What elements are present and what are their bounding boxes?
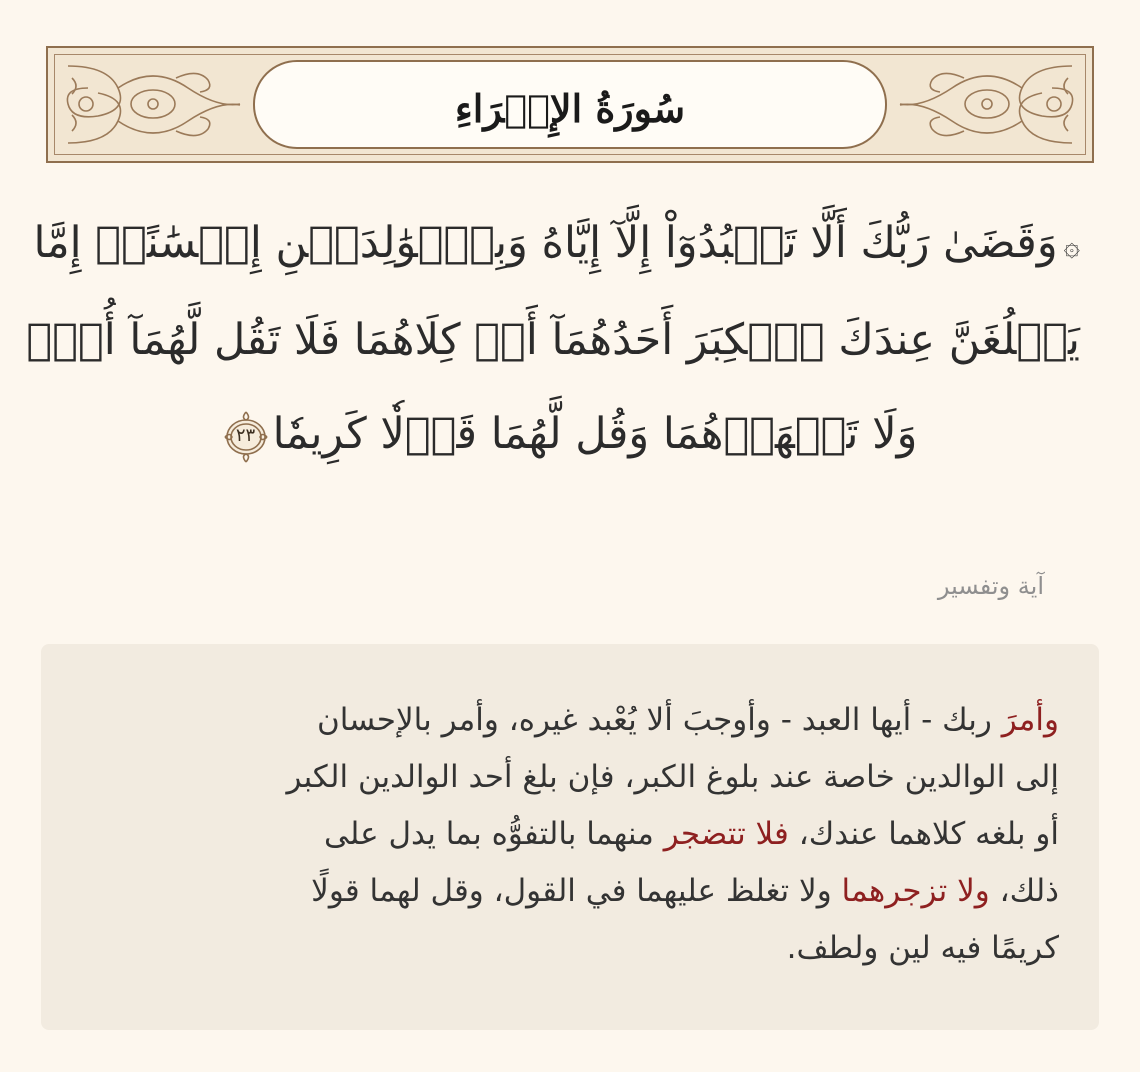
tafsir-segment: ربك - أيها العبد - وأوجبَ ألا يُعْبد غيره، وأمر بالإحسان: [316, 702, 1002, 738]
tafsir-highlight: وأمرَ: [1001, 702, 1059, 738]
tafsir-line-4: [121, 863, 1059, 920]
surah-title-cartouche: [253, 60, 887, 149]
verse-line-1-text: وَقَضَىٰ رَبُّكَ أَلَّا تَعۡبُدُوٓاْ إِلَّآ إِيَّاهُ وَبِٱلۡوَٰلِدَيۡنِ إِحۡسَٰنًاۚ إِمَّا: [33, 218, 1058, 268]
surah-title: سُورَةُ الإِسۡرَاءِ: [454, 86, 686, 131]
tafsir-line-1: [121, 692, 1059, 749]
tafsir-highlight: ولا تزجرهما: [841, 873, 990, 909]
tafsir-segment: كريمًا فيه لين ولطف.: [786, 930, 1059, 966]
section-label: آية وتفسير: [937, 572, 1044, 600]
tafsir-line-2: [121, 749, 1059, 806]
verse-line-2: يَبۡلُغَنَّ عِندَكَ ٱلۡكِبَرَ أَحَدُهُمَآ أَوۡ كِلَاهُمَا فَلَا تَقُل لَّهُمَآ أُفّٖ: [26, 315, 1080, 365]
rub-el-hizb-marker: ۞: [1063, 229, 1080, 262]
tafsir-segment: إلى الوالدين خاصة عند بلوغ الكبر، فإن بلغ أحد الوالدين الكبر: [286, 759, 1059, 795]
tafsir-segment: ذلك،: [989, 873, 1059, 909]
quran-verse: [26, 196, 1080, 481]
header-ornament-left: [58, 58, 248, 151]
header-ornament-right: [892, 58, 1082, 151]
ayah-number-marker: [223, 410, 269, 464]
tafsir-line-3: [121, 806, 1059, 863]
tafsir-segment: أو بلغه كلاهما عندك،: [788, 816, 1059, 852]
tafsir-card: [41, 644, 1099, 1030]
verse-line-3: [60, 387, 1080, 481]
tafsir-highlight: فلا تتضجر: [663, 816, 789, 852]
tafsir-segment: ولا تغلظ عليهما في القول، وقل لهما قولًا: [311, 873, 842, 909]
tafsir-segment: منهما بالتفوُّه بما يدل على: [324, 816, 664, 852]
ayah-number-text: ٢٣: [235, 425, 256, 446]
tafsir-text: [121, 692, 1059, 977]
verse-line-3-text: وَلَا تَنۡهَرۡهُمَا وَقُل لَّهُمَا قَوۡلٗا كَرِيمٗا: [272, 409, 918, 459]
surah-header: [46, 46, 1094, 163]
tafsir-line-5: [121, 920, 1059, 977]
verse-line-1: [33, 196, 1080, 293]
